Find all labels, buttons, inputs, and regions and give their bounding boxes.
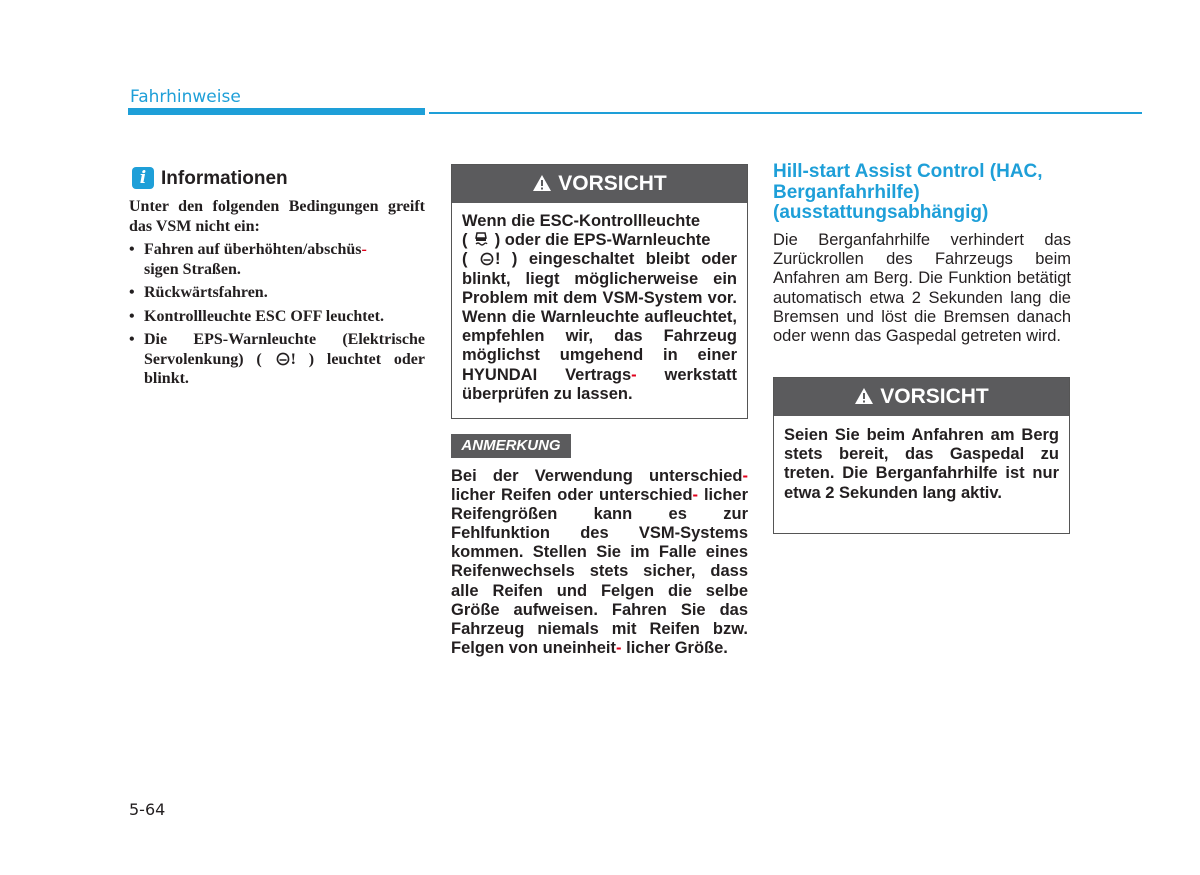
caution-header <box>452 165 747 203</box>
caution-title: VORSICHT <box>880 385 989 408</box>
hyphen: - <box>692 486 699 505</box>
hac-text: Die Berganfahrhilfe verhindert das Zurückrollen des Fahrzeugs beim Anfahren am Berg. Die Funktion betätigt automatisch etwa 2 Sekunden lang die Bremsen und löst die Bremsen danach oder wenn das Gaspedal getreten wird. <box>773 231 1071 346</box>
hac-heading: Hill-start Assist Control (HAC, Berganfahrhilfe) (ausstattungsabhängig) <box>773 161 1043 223</box>
hyphen: - <box>631 365 637 384</box>
list-item: • Fahren auf überhöhten/abschüs- sigen Straßen. <box>129 241 367 278</box>
info-icon: i <box>132 167 154 189</box>
info-heading: Informationen <box>161 168 288 189</box>
hyphen: - <box>742 467 748 485</box>
list-item: • Kontrollleuchte ESC OFF leuchtet. <box>129 307 384 325</box>
caution-text: Seien Sie beim Anfahren am Berg stets bereit, das Gaspedal zu treten. Die Berganfahrhilfe ist nur etwa 2 Sekunden lang aktiv. <box>784 426 1059 502</box>
esc-indicator-icon <box>474 232 488 247</box>
note-text: Bei der Verwendung unterschied- licher Reifen oder unterschied- licher Reifengrößen kann es zur Fehlfunktion des VSM-Systems kommen. Stellen Sie im Falle eines Reifenwechsels stets sicher, dass alle Reifen und Felgen die selbe Größe aufweisen. Fahren Sie das Fahrzeug niemals mit Reifen bzw. Felgen von uneinheit- licher Größe. <box>451 467 748 657</box>
caution-header <box>774 378 1069 416</box>
bullet: • <box>129 331 135 348</box>
warning-triangle-icon <box>532 174 552 192</box>
warning-triangle-icon <box>854 387 874 405</box>
caution-box-esc <box>451 164 748 419</box>
header-rule-thick <box>128 108 425 115</box>
eps-warning-icon <box>276 352 290 366</box>
eps-warning-icon <box>480 252 494 266</box>
caution-box-hac <box>773 377 1070 534</box>
info-list <box>129 240 425 393</box>
page-number: 5-64 <box>129 800 166 819</box>
hyphen: - <box>361 241 367 258</box>
bullet: • <box>129 307 135 325</box>
info-intro: Unter den folgenden Bedingungen greift das VSM nicht ein: <box>129 198 425 235</box>
caution-title: VORSICHT <box>558 172 667 195</box>
list-item: • Die EPS-Warnleuchte (Elektrische Servolenkung) ( ! ) leuchtet oder blinkt. <box>129 331 425 387</box>
header-rule-thin <box>429 112 1142 114</box>
note-label: ANMERKUNG <box>451 434 571 458</box>
list-item: • Rückwärtsfahren. <box>129 284 268 301</box>
hyphen: - <box>616 638 622 657</box>
bullet: • <box>129 241 135 258</box>
caution-text: Wenn die ESC-Kontrollleuchte ( ) oder die EPS-Warnleuchte ( ! ) eingeschaltet bleibt oder blinkt, liegt möglicherweise ein Problem mit dem VSM-System vor. Wenn die Warnleuchte aufleuchtet, empfehlen wir, das Fahrzeug möglichst umgehend in einer HYUNDAI Vertrags- werkstatt überprüfen zu lassen. <box>462 212 737 403</box>
bullet: • <box>129 284 135 301</box>
section-title: Fahrhinweise <box>130 87 241 107</box>
